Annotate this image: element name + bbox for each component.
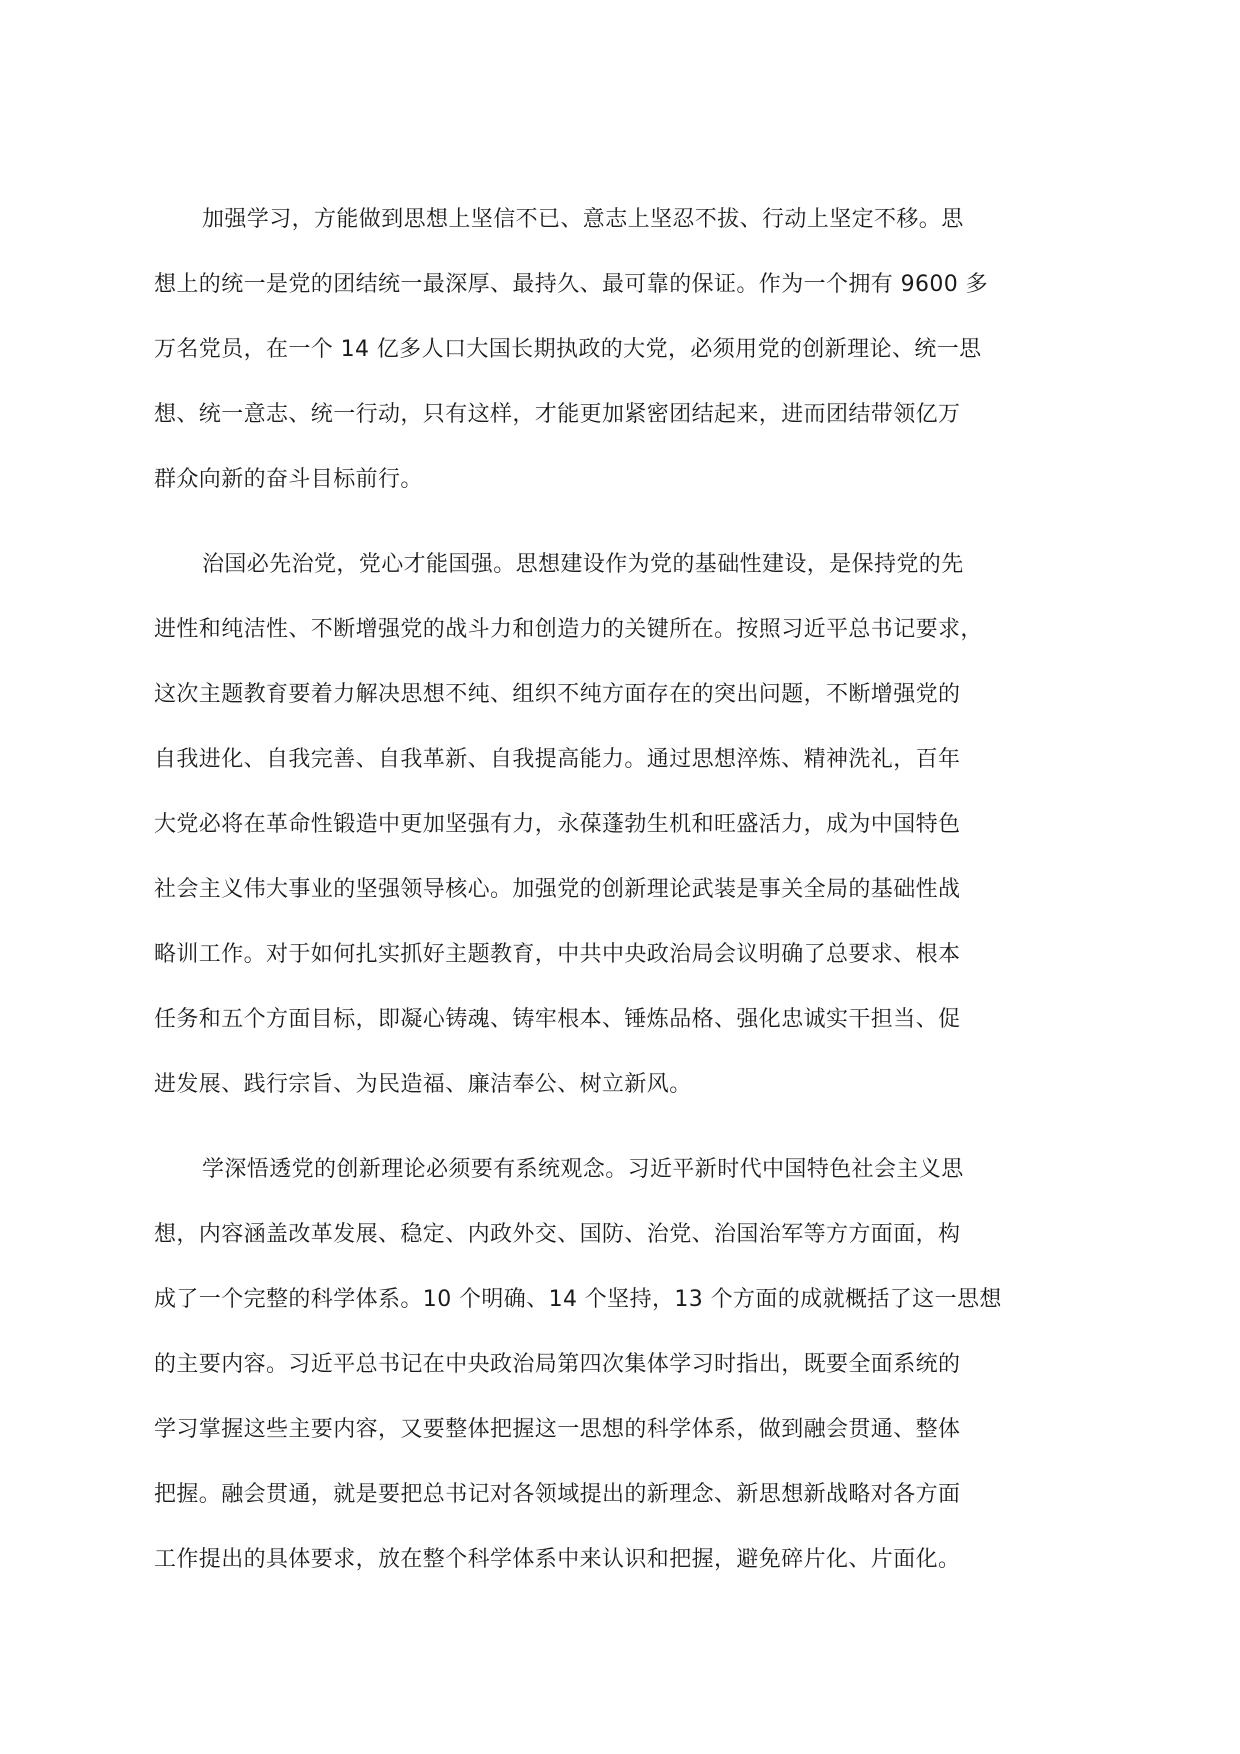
paragraph-line: 想上的统一是党的团结统一最深厚、最持久、最可靠的保证。作为一个拥有 9600 多 <box>154 272 988 297</box>
paragraph-line: 大党必将在革命性锻造中更加坚强有力，永葆蓬勃生机和旺盛活力，成为中国特色 <box>154 812 961 837</box>
paragraph-line: 成了一个完整的科学体系。10 个明确、14 个坚持，13 个方面的成就概括了这一思想 <box>154 1287 1002 1312</box>
paragraph-line: 加强学习，方能做到思想上坚信不已、意志上坚忍不拔、行动上坚定不移。思 <box>202 207 964 232</box>
paragraph-3 <box>154 1137 1069 1592</box>
paragraph-line: 这次主题教育要着力解决思想不纯、组织不纯方面存在的突出问题，不断增强党的 <box>154 682 961 707</box>
paragraph-line: 进性和纯洁性、不断增强党的战斗力和创造力的关键所在。按照习近平总书记要求， <box>154 617 983 642</box>
paragraph-line: 想、统一意志、统一行动，只有这样，才能更加紧密团结起来，进而团结带领亿万 <box>154 402 961 427</box>
paragraph-line: 自我进化、自我完善、自我革新、自我提高能力。通过思想淬炼、精神洗礼，百年 <box>154 747 961 772</box>
paragraph-2 <box>154 532 1069 1117</box>
paragraph-1 <box>154 187 1069 512</box>
paragraph-line: 进发展、践行宗旨、为民造福、廉洁奉公、树立新风。 <box>154 1072 692 1097</box>
paragraph-line: 想，内容涵盖改革发展、稳定、内政外交、国防、治党、治国治军等方方面面，构 <box>154 1222 961 1247</box>
paragraph-line: 工作提出的具体要求，放在整个科学体系中来认识和把握，避免碎片化、片面化。 <box>154 1547 961 1572</box>
paragraph-line: 略训工作。对于如何扎实抓好主题教育，中共中央政治局会议明确了总要求、根本 <box>154 942 961 967</box>
paragraph-line: 把握。融会贯通，就是要把总书记对各领域提出的新理念、新思想新战略对各方面 <box>154 1482 961 1507</box>
paragraph-line: 的主要内容。习近平总书记在中央政治局第四次集体学习时指出，既要全面系统的 <box>154 1352 961 1377</box>
paragraph-line: 群众向新的奋斗目标前行。 <box>154 467 423 492</box>
paragraph-line: 社会主义伟大事业的坚强领导核心。加强党的创新理论武装是事关全局的基础性战 <box>154 877 961 902</box>
paragraph-line: 学深悟透党的创新理论必须要有系统观念。习近平新时代中国特色社会主义思 <box>202 1157 964 1182</box>
paragraph-line: 学习掌握这些主要内容，又要整体把握这一思想的科学体系，做到融会贯通、整体 <box>154 1417 961 1442</box>
paragraph-line: 治国必先治党，党心才能国强。思想建设作为党的基础性建设，是保持党的先 <box>202 552 964 577</box>
paragraph-line: 万名党员，在一个 14 亿多人口大国长期执政的大党，必须用党的创新理论、统一思 <box>154 337 982 362</box>
document-body <box>154 187 1069 1612</box>
paragraph-line: 任务和五个方面目标，即凝心铸魂、铸牢根本、锤炼品格、强化忠诚实干担当、促 <box>154 1007 961 1032</box>
